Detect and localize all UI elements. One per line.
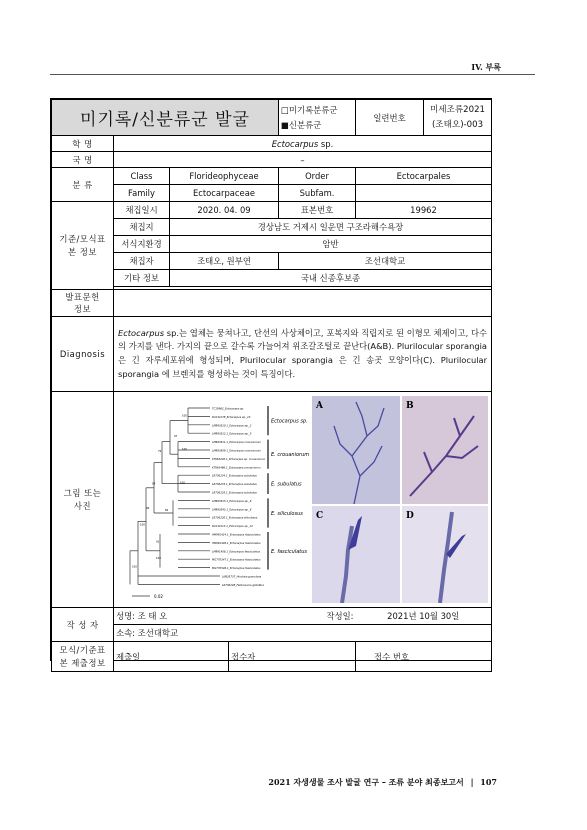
footer-text: 2021 자생생물 조사 발굴 연구 – 조류 분야 최종보고서 [268,777,464,787]
bootstrap-value: 100 [132,565,137,569]
subfam-label: Subfam. [279,185,356,202]
korean-name-value: – [114,152,492,168]
tree-taxon-label: LM993512.1_Ectocarpus sp._5 [212,432,252,436]
other-info-label: 기타 정보 [114,270,170,287]
tree-taxon-label: LM993511.1_Ectocarpus crouaniorum [212,441,262,445]
check-unrecorded[interactable]: □미기록분류군 [281,104,338,115]
panel-label-d: D [406,511,414,521]
tree-taxon-label: MG770547.1_Ectocarpus fasciculatus [212,558,261,562]
family-label: Family [114,185,170,202]
category-checks [279,100,356,136]
diagnosis-text: Ectocarpus sp.는 엽체는 뭉쳐나고, 단선의 사상체이고, 포복지와 직립지로 된 이형모 체제이고, 다수의 가지를 낸다. 가지의 끝으로 갈수록 가늘어져 위조갈조털로 끝난다(A&B). Plurilocular sporangia 은 긴 자루세포위에 형성되며, Plurilocular sporangia 은 긴 송곳 모양이다(C). Plurilocular sporangia 에 브렌치를 형성하는 것이 특징이다. [114,317,492,392]
tree-taxon-label: LR736233.1_Ectocarpus subulatus [212,483,257,487]
form-title: 미기록/신분류군 발굴 [52,100,279,136]
clade-name: E. siliculosus [271,511,303,517]
order-value: Ectocarpales [356,168,492,185]
collect-place-label: 채집지 [114,219,170,236]
photo-d [402,506,488,603]
tree-taxon-label: KT963220.1_Ectocarpus sp. crouaniorum [212,457,266,461]
specimen-no-label: 표본번호 [279,202,356,219]
tree-taxon-label: HM991406.1_Ectocarpus fasciculatus [212,541,261,545]
check-new-taxon[interactable]: ■신분류군 [281,119,322,130]
literature-label: 발표문헌 정보 [52,290,114,317]
figure-cell [114,392,492,608]
bootstrap-value: 97 [174,435,178,439]
sci-name-label: 학 명 [52,136,114,152]
specimen-no-value: 19962 [356,202,492,219]
diagnosis-label: Diagnosis [52,317,114,392]
clade-name: E. crouaniorum [271,452,310,459]
page-number: 107 [480,777,497,787]
bootstrap-value: 99 [146,506,150,510]
literature-value [114,290,492,317]
photo-a [312,396,400,504]
collector-label: 채집자 [114,253,170,270]
photo-c [312,506,400,603]
tree-taxon-label: LM993510.1_Ectocarpus sp._2 [212,424,252,428]
header-rule [50,74,535,75]
clade-name: Ectocarpus sp. [271,418,308,425]
record-table [51,99,492,672]
author-affiliation: 소속: 조선대학교 [114,625,492,642]
bootstrap-value: 100 [182,448,187,451]
panel-label-b: B [406,401,414,411]
footer-separator: | [470,777,474,787]
panel-label-c: C [316,511,324,521]
page-footer [268,777,497,788]
clade-name: E. subulatus [271,481,302,488]
tree-taxon-label: LM993509.1_Ectocarpus crouaniorum [212,449,262,453]
subfam-value [356,185,492,202]
class-value: Florideophyceae [170,168,279,185]
author-label: 작 성 자 [52,608,114,642]
habitat-value: 암반 [170,236,492,253]
family-value: Ectocarpaceae [170,185,279,202]
class-label: Class [114,168,170,185]
bootstrap-value: 79 [158,450,162,453]
panel-label-a: A [316,401,323,411]
tree-taxon-label: LM991408.1_Ectocarpus fasciculatus [212,550,260,554]
order-label: Order [279,168,356,185]
bootstrap-value: 91 [156,540,160,544]
bootstrap-value: 100 [140,523,145,527]
korean-name-label: 국 명 [52,152,114,168]
bootstrap-value: 100 [180,481,185,485]
bootstrap-value: 54 [152,482,156,486]
receipt-no-label: 접수 번호 [356,642,492,672]
classification-label: 분 류 [52,168,114,202]
clade-name: E. fasciculatus [271,548,308,555]
author-date-value: 2021년 10월 30일 [356,608,492,625]
author-date-label: 작성일: [279,608,356,625]
tree-taxon-label: LR736234.1_Ectocarpus subulatus [212,474,257,478]
submission-label: 모식/기준표 본 제출정보 [52,642,114,672]
phylogenetic-tree [118,396,311,602]
tree-taxon-label: KT963486.1_Ectocarpus crouaniorum [212,466,261,470]
affiliation-value: 조선대학교 [279,253,492,270]
photo-b [402,396,488,504]
author-name: 성명: 조 태 오 [114,608,279,625]
serial-value: 미세조류2021 (조태오)-003 [424,100,492,136]
tree-taxon-label: TC19962_Ectocarpus sp. [212,407,244,411]
serial-label: 일련번호 [356,100,424,136]
tree-taxon-label: LR736220.1_Ectocarpus siliculosus [212,516,258,520]
tree-taxon-label: KU134113.1_Ectocarpus sp._12 [212,525,253,529]
collect-date-label: 채집일시 [114,202,170,219]
specimen-label: 기준/모식표 본 정보 [52,202,114,290]
tree-taxon-label: LM993513.1_Ectocarpus sp._6 [212,499,252,503]
receiver-label: 접수자 [229,642,356,672]
tree-taxon-label: LR736228_Feldmannia globifera [222,583,264,587]
habitat-label: 서식지환경 [114,236,170,253]
bootstrap-value: 100 [156,557,161,561]
tree-taxon-label: LN835737_Hincksia granulosa [222,575,262,579]
figure-label: 그림 또는 사진 [52,392,114,608]
form-frame [50,98,492,668]
collector-value: 조태오, 원부연 [170,253,279,270]
section-header: IV. 부록 [471,62,501,72]
other-info-value: 국내 신종후보종 [170,270,492,287]
tree-taxon-label: LM993543.1_Ectocarpus sp._6 [212,508,252,512]
tree-taxon-label: HM991424.1_Ectocarpus fasciculatus [212,533,261,537]
collect-place-value: 경상남도 거제시 일운면 구조라해수욕장 [170,219,492,236]
tree-scale-label: 0.02 [154,594,163,599]
bootstrap-value: 82 [165,508,169,512]
tree-taxon-label: KU134178_Ectocarpus sp._13 [212,415,251,419]
submission-date-label: 제출일 [114,642,229,672]
collect-date-value: 2020. 04. 09 [170,202,279,219]
sci-name-value: Ectocarpus sp. [114,136,492,152]
tree-taxon-label: MG770546.1_Ectocarpus fasciculatus [212,567,261,571]
tree-taxon-label: LR736235.1_Ectocarpus subulatus [212,491,257,495]
bootstrap-value: 100 [182,414,187,418]
